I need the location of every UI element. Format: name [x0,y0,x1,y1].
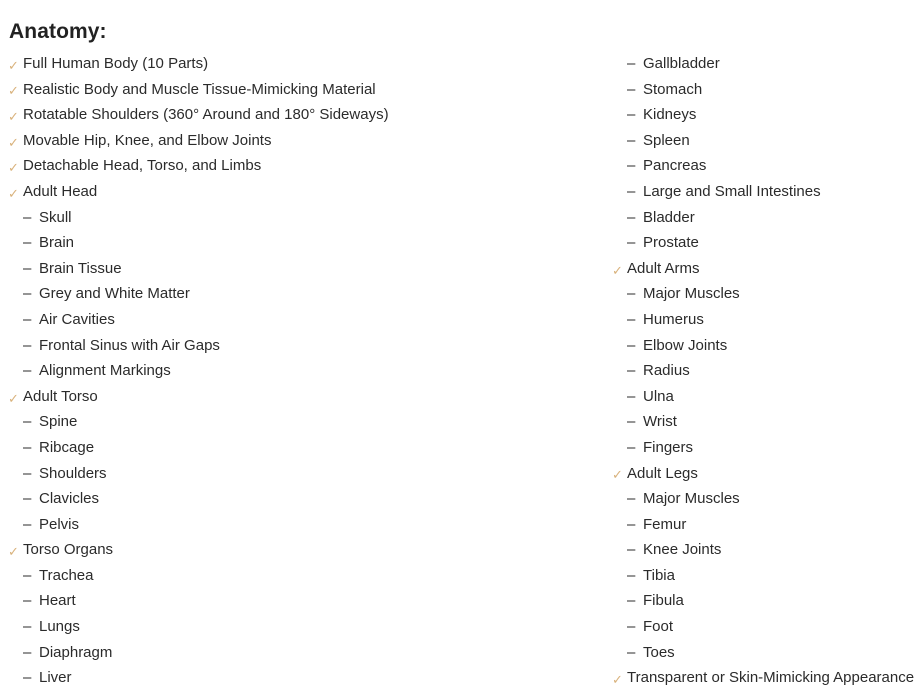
sub-item [612,281,914,307]
feature-item [8,77,389,103]
sub-item [8,486,389,512]
check-icon: ✓ [8,57,19,73]
check-icon: ✓ [8,83,19,99]
item-label: Gallbladder [643,55,720,72]
dash-icon: – [23,413,32,431]
check-icon: ✓ [8,185,19,201]
item-label: Torso Organs [23,541,114,559]
item-label: Ribcage [39,438,95,456]
page-title: Anatomy: [9,20,107,44]
item-label: Detachable Head, Torso, and Limbs [23,157,262,175]
sub-item [612,537,914,563]
sub-item [612,51,914,77]
check-icon: ✓ [8,134,19,150]
item-label: Major Muscles [643,285,740,303]
dash-icon: – [23,618,32,636]
sub-item [8,563,389,589]
dash-icon: – [23,259,32,277]
item-label: Humerus [643,310,704,328]
dash-icon: – [23,208,32,226]
sub-item [8,205,389,231]
item-label: Elbow Joints [643,336,728,354]
item-label: Full Human Body (10 Parts) [23,55,209,72]
sub-item [612,486,914,512]
dash-icon: – [627,182,636,200]
dash-icon: – [627,438,636,456]
dash-icon: – [627,643,636,661]
item-label: Femur [643,515,687,533]
item-label: Wrist [643,413,677,431]
sub-item [8,640,389,666]
dash-icon: – [627,80,636,98]
item-label: Adult Torso [23,387,98,405]
item-label: Brain [39,234,75,252]
item-label: Trachea [39,566,94,584]
item-label: Pelvis [39,515,80,533]
dash-icon: – [23,669,32,687]
item-label: Adult Head [23,182,98,200]
item-label: Stomach [643,80,703,98]
sub-item [612,102,914,128]
dash-icon: – [627,310,636,328]
dash-icon: – [23,566,32,584]
item-label: Shoulders [39,464,107,482]
item-label: Toes [643,643,675,661]
check-icon: ✓ [612,262,623,278]
feature-item [612,256,914,282]
item-label: Spine [39,413,78,431]
sub-item [612,435,914,461]
item-label: Large and Small Intestines [643,182,821,200]
check-icon: ✓ [8,390,19,406]
feature-item [8,51,389,77]
feature-item [8,102,389,128]
item-label: Pancreas [643,157,707,175]
sub-item [8,409,389,435]
item-label: Realistic Body and Muscle Tissue-Mimicking Material [23,80,376,98]
feature-item [612,665,914,691]
feature-item [8,153,389,179]
item-label: Rotatable Shoulders (360° Around and 180° Sideways) [23,106,389,124]
dash-icon: – [23,336,32,354]
check-icon: ✓ [612,467,623,483]
sub-item [8,614,389,640]
dash-icon: – [627,131,636,149]
dash-icon: – [627,157,636,175]
sub-item [612,358,914,384]
sub-item [8,588,389,614]
item-label: Adult Legs [627,464,698,482]
sub-item [8,230,389,256]
sub-item [612,384,914,410]
sub-item [612,640,914,666]
item-label: Heart [39,592,76,610]
dash-icon: – [627,234,636,252]
sub-item [8,256,389,282]
sub-item [612,307,914,333]
item-label: Air Cavities [39,310,115,328]
sub-item [612,563,914,589]
dash-icon: – [23,234,32,252]
feature-item [8,537,389,563]
sub-item [8,307,389,333]
item-label: Prostate [643,234,699,252]
item-label: Skull [39,208,72,226]
sub-item [8,461,389,487]
sub-item [612,512,914,538]
anatomy-list-right [612,51,914,691]
dash-icon: – [627,387,636,405]
item-label: Alignment Markings [39,362,171,380]
sub-item [612,614,914,640]
dash-icon: – [23,643,32,661]
item-label: Movable Hip, Knee, and Elbow Joints [23,131,272,149]
item-label: Brain Tissue [39,259,122,277]
sub-item [8,665,389,691]
item-label: Diaphragm [39,643,113,661]
sub-item [612,128,914,154]
item-label: Foot [643,618,674,636]
item-label: Tibia [643,566,675,584]
dash-icon: – [627,618,636,636]
check-icon: ✓ [8,160,19,176]
sub-item [612,77,914,103]
feature-item [612,461,914,487]
item-label: Fibula [643,592,684,610]
dash-icon: – [23,285,32,303]
sub-item [612,153,914,179]
sub-item [8,435,389,461]
item-label: Lungs [39,618,80,636]
sub-item [612,230,914,256]
sub-item [612,409,914,435]
item-label: Liver [39,669,72,687]
check-icon: ✓ [8,108,19,124]
anatomy-list-left [8,51,389,691]
check-icon: ✓ [8,544,19,560]
sub-item [8,281,389,307]
item-label: Fingers [643,438,694,456]
item-label: Knee Joints [643,541,722,559]
check-icon: ✓ [612,672,623,688]
dash-icon: – [627,106,636,124]
dash-icon: – [627,362,636,380]
dash-icon: – [23,362,32,380]
item-label: Frontal Sinus with Air Gaps [39,336,220,354]
sub-item [612,333,914,359]
dash-icon: – [627,490,636,508]
dash-icon: – [627,208,636,226]
dash-icon: – [627,566,636,584]
sub-item [612,588,914,614]
feature-item [8,128,389,154]
item-label: Bladder [643,208,695,226]
item-label: Adult Arms [627,259,700,277]
dash-icon: – [23,490,32,508]
sub-item [8,358,389,384]
dash-icon: – [23,310,32,328]
item-label: Kidneys [643,106,697,124]
item-label: Clavicles [39,490,100,508]
dash-icon: – [627,515,636,533]
item-label: Spleen [643,131,690,149]
sub-item [612,205,914,231]
dash-icon: – [23,515,32,533]
item-label: Radius [643,362,690,380]
dash-icon: – [627,413,636,431]
item-label: Major Muscles [643,490,740,508]
dash-icon: – [627,336,636,354]
sub-item [8,512,389,538]
sub-item [612,179,914,205]
dash-icon: – [627,55,636,72]
feature-item [8,384,389,410]
sub-item [8,333,389,359]
item-label: Transparent or Skin-Mimicking Appearance [627,669,915,687]
dash-icon: – [627,592,636,610]
dash-icon: – [23,464,32,482]
dash-icon: – [23,592,32,610]
item-label: Ulna [643,387,674,405]
dash-icon: – [627,541,636,559]
dash-icon: – [23,438,32,456]
feature-item [8,179,389,205]
dash-icon: – [627,285,636,303]
item-label: Grey and White Matter [39,285,190,303]
